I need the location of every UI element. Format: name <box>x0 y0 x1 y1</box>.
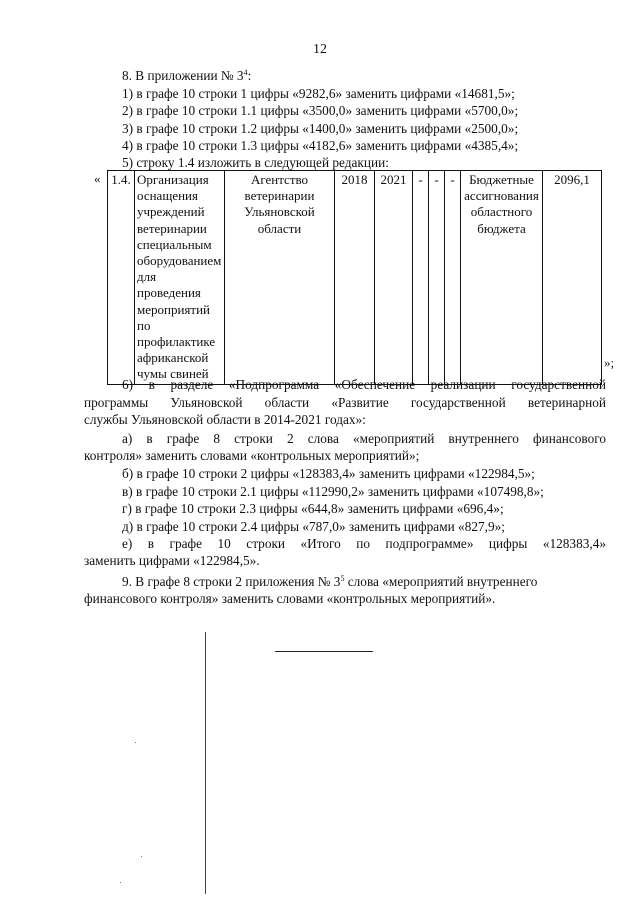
section8-item-3: 3) в графе 10 строки 1.2 цифры «1400,0» заменить цифрами «2500,0»; <box>122 121 519 136</box>
item9-text-a: 9. В графе 8 строки 2 приложения № 3 <box>122 574 341 589</box>
cell-funding-source: Бюджетные ассигнования областного бюджета <box>461 171 543 385</box>
item6-line-3: службы Ульяновской области в 2014-2021 годах»: <box>84 412 366 427</box>
item9-text-b: слова «мероприятий внутреннего <box>344 574 538 589</box>
section8-item-2: 2) в графе 10 строки 1.1 цифры «3500,0» заменить цифрами «5700,0»; <box>122 103 519 118</box>
scan-speck <box>120 882 121 883</box>
scan-speck <box>135 742 136 743</box>
cell-start-year: 2018 <box>335 171 375 385</box>
item6-b: б) в графе 10 строки 2 цифры «128383,4» заменить цифрами «122984,5»; <box>122 466 535 481</box>
table-close-quote: »; <box>604 355 615 370</box>
section8-item-5: 5) строку 1.4 изложить в следующей редакции: <box>122 155 389 170</box>
section8-heading-sup: 4 <box>243 68 248 77</box>
table-open-quote: « <box>94 171 101 186</box>
section8-item-1: 1) в графе 10 строки 1 цифры «9282,6» заменить цифрами «14681,5»; <box>122 86 515 101</box>
item6-d: д) в графе 10 строки 2.4 цифры «787,0» заменить цифрами «827,9»; <box>122 519 505 534</box>
cell-number: 1.4. <box>108 171 135 385</box>
scan-vertical-mark <box>205 632 206 894</box>
item6-e-line-2: заменить цифрами «122984,5». <box>84 553 260 568</box>
scan-speck <box>141 856 142 857</box>
item6-line-1: 6) в разделе «Подпрограмма «Обеспечение реализации государственной <box>122 377 606 392</box>
section8-heading-end: : <box>247 68 252 83</box>
item6-a-line-2: контроля» заменить словами «контрольных мероприятий»; <box>84 448 420 463</box>
table-row <box>108 171 602 385</box>
item6-line-2: программы Ульяновской области «Развитие государственной ветеринарной <box>84 395 606 410</box>
cell-col5: - <box>413 171 429 385</box>
section8-heading <box>122 67 251 84</box>
item6-a-line-1: а) в графе 8 строки 2 слова «мероприятий внутреннего финансового <box>122 431 606 446</box>
cell-col7: - <box>445 171 461 385</box>
item9-sup: 5 <box>340 574 345 583</box>
cell-amount: 2096,1 <box>543 171 602 385</box>
page-number: 12 <box>313 42 327 57</box>
signature-line <box>275 651 373 652</box>
item6-g: г) в графе 10 строки 2.3 цифры «644,8» заменить цифрами «696,4»; <box>122 501 504 516</box>
item9-line-2: финансового контроля» заменить словами «контрольных мероприятий». <box>84 591 496 606</box>
cell-executor: Агентство ветеринарии Ульяновской области <box>225 171 335 385</box>
section8-item-4: 4) в графе 10 строки 1.3 цифры «4182,6» заменить цифрами «4385,4»; <box>122 138 519 153</box>
item9-line-1 <box>122 573 537 590</box>
item6-e-line-1: е) в графе 10 строки «Итого по подпрограмме» цифры «128383,4» <box>122 536 606 551</box>
item6-v: в) в графе 10 строки 2.1 цифры «112990,2» заменить цифрами «107498,8»; <box>122 484 544 499</box>
section8-heading-text: 8. В приложении № 3 <box>122 68 244 83</box>
cell-end-year: 2021 <box>375 171 413 385</box>
cell-measure-name: Организация оснащения учреждений ветеринарии специальным оборудованием для проведения мероприятий по профилактике африканской чумы свиней <box>135 171 225 385</box>
cell-col6: - <box>429 171 445 385</box>
amendment-table <box>107 170 602 385</box>
